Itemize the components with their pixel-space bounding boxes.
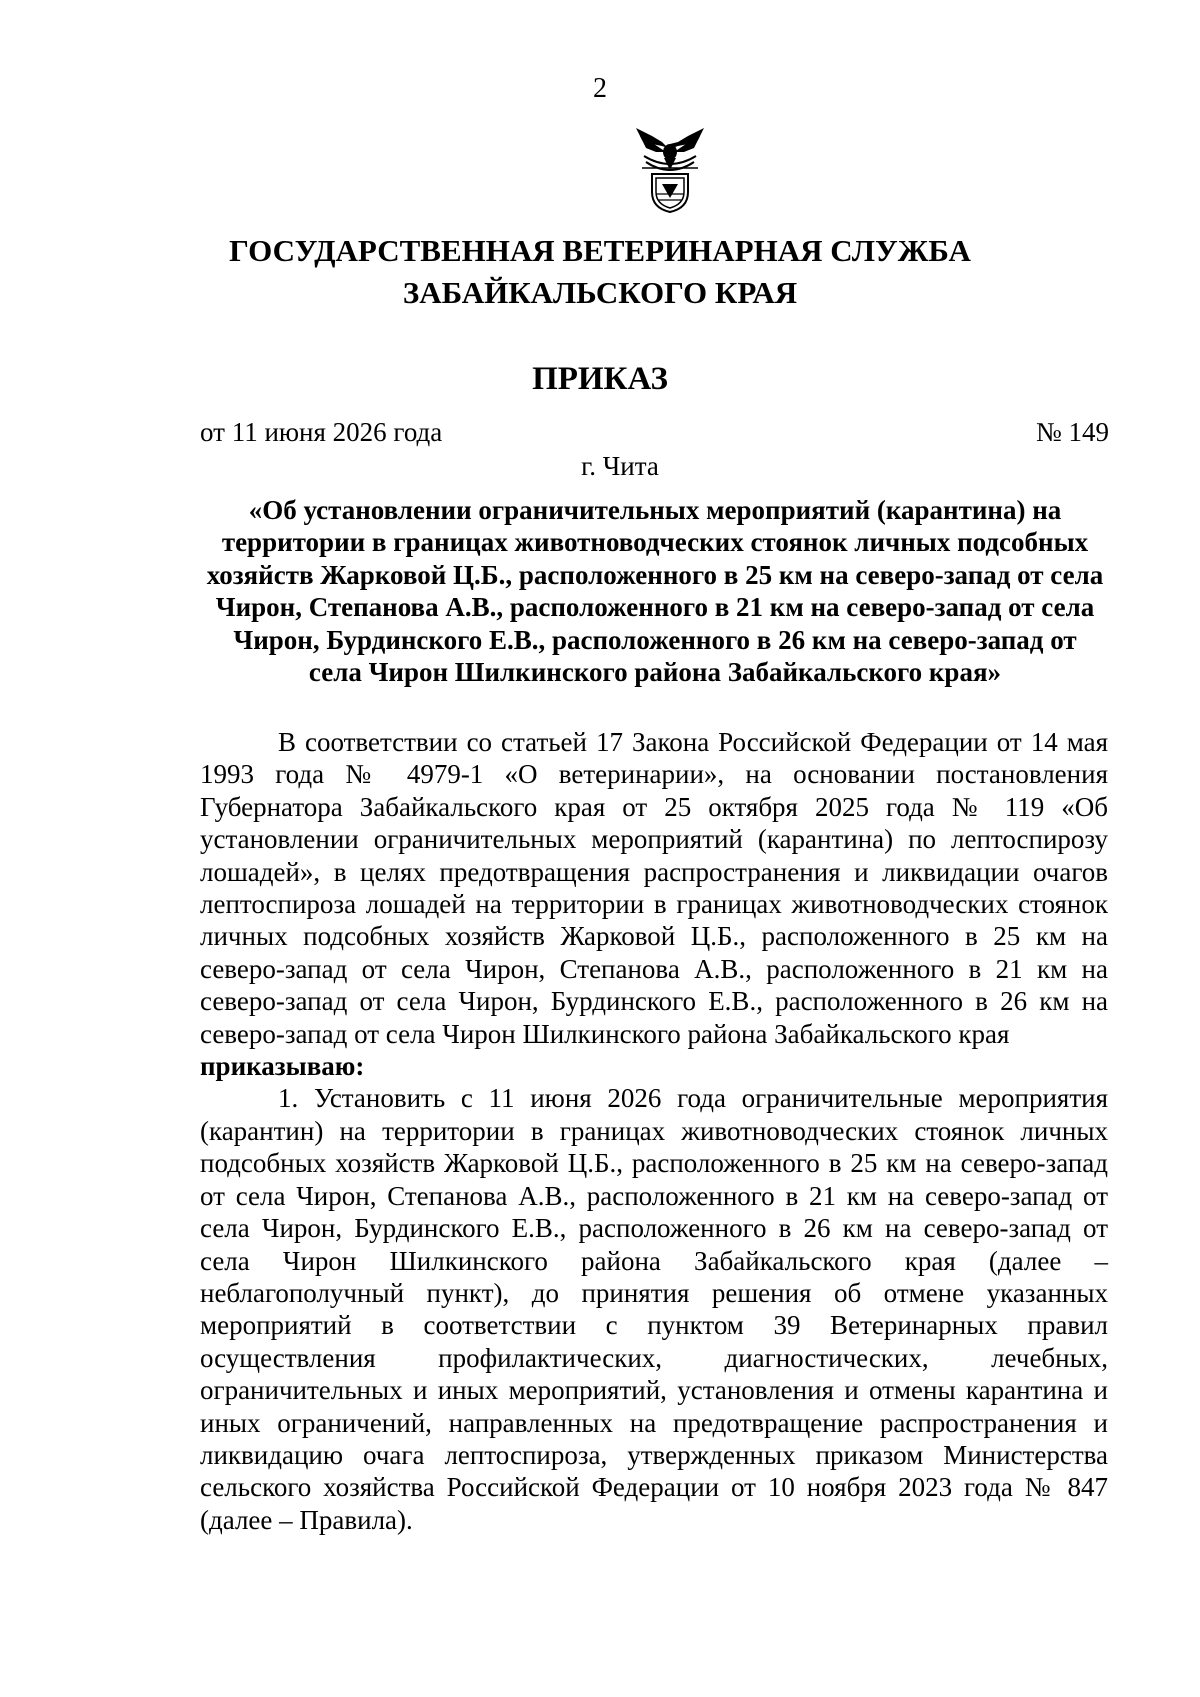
agency-name-line1: ГОСУДАРСТВЕННАЯ ВЕТЕРИНАРНАЯ СЛУЖБА	[229, 233, 971, 268]
order-title-line: Чирон, Бурдинского Е.В., расположенного в 26 км на северо-запад от	[233, 624, 1077, 655]
agency-name-line2: ЗАБАЙКАЛЬСКОГО КРАЯ	[402, 275, 798, 310]
city: г. Чита	[581, 451, 659, 481]
page-number: 2	[593, 73, 607, 104]
order-title-line: «Об установлении ограничительных мероприятий (карантина) на	[248, 495, 1062, 525]
order-body	[200, 726, 1108, 1536]
item-1-paragraph: 1. Установить с 11 июня 2026 года ограничительные мероприятия (карантин) на территории в границах животноводческих стоянок личных подсобных хозяйств Жарковой Ц.Б., расположенного в 25 км на северо-запад от села Чирон, Степанова А.В., расположенного в 21 км на северо-запад от села Чирон, Бурдинского Е.В., расположенного в 26 км на северо-запад от села Чирон Шилкинского района Забайкальского края (далее – неблагополучный пункт), до принятия решения об отмене указанных мероприятий в соответствии с пунктом 39 Ветеринарных правил осуществления профилактических, диагностических, лечебных, ограничительных и иных мероприятий, установления и отмены карантина и иных ограничений, направленных на предотвращение распространения и ликвидацию очага лептоспироза, утвержденных приказом Министерства сельского хозяйства Российской Федерации от 10 ноября 2023 года № 847 (далее – Правила).	[200, 1083, 1108, 1535]
agency-name	[0, 230, 1200, 314]
order-title-line: территории в границах животноводческих стоянок личных подсобных	[221, 527, 1089, 558]
order-title	[190, 494, 1120, 688]
preamble-paragraph: В соответствии со статьей 17 Закона Российской Федерации от 14 мая 1993 года № 4979-1 «О ветеринарии», на основании постановления Губернатора Забайкальского края от 25 октября 2025 года № 119 «Об установлении ограничительных мероприятий (карантина) по лептоспирозу лошадей», в целях предотвращения распространения и ликвидации очагов лептоспироза лошадей на территории в границах животноводческих стоянок личных подсобных хозяйств Жарковой Ц.Б., расположенного в 25 км на северо-запад от села Чирон, Степанова А.В., расположенного в 21 км на северо-запад от села Чирон, Бурдинского Е.В., расположенного в 26 км на северо-запад от села Чирон Шилкинского района Забайкальского края	[200, 727, 1108, 1049]
order-title-line: села Чирон Шилкинского района Забайкальского края»	[308, 657, 1002, 688]
order-title-line: хозяйств Жарковой Ц.Б., расположенного в 25 км на северо-запад от села	[206, 559, 1104, 590]
coat-of-arms-emblem	[632, 122, 708, 214]
order-date: от 11 июня 2026 года	[200, 417, 443, 447]
order-title-line: Чирон, Степанова А.В., расположенного в 21 км на северо-запад от села	[215, 592, 1095, 623]
order-word: приказываю:	[200, 1051, 365, 1082]
order-number: № 149	[1035, 417, 1109, 447]
document-type: ПРИКАЗ	[532, 361, 668, 397]
